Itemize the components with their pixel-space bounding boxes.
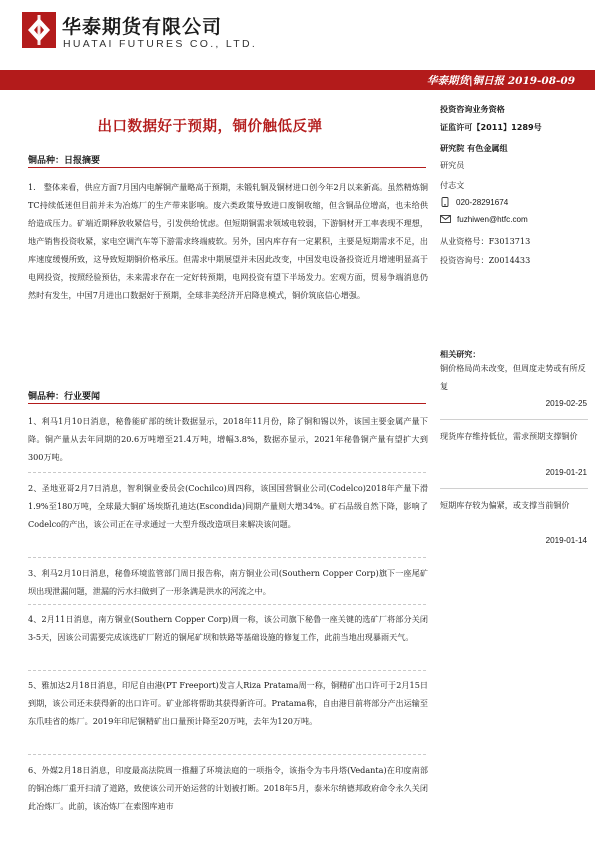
report-line: 华泰期货|铜日报 2019-08-09 [426, 75, 575, 87]
news-item: 1、利马1月10日消息，秘鲁能矿部的统计数据显示，2018年11月份，除了铜和锡以外，该国主要金属产量下降。铜产量从去年同期的20.6万吨增至21.4万吨，增幅3.8%，数据亦显示，2021年秘鲁铜产量有望扩大到300万吨。 [28, 416, 428, 462]
related-report-title[interactable]: 现货库存维持低位，需求预期支撑铜价 [440, 431, 578, 441]
company-name-en: HUATAI FUTURES CO., LTD. [63, 38, 258, 50]
news-divider [28, 604, 426, 605]
qualification-text: 投资咨询业务资格 [440, 104, 505, 114]
phone-icon [440, 197, 450, 209]
email-link[interactable]: fuzhiwen@htfc.com [457, 215, 528, 224]
news-divider [28, 670, 426, 671]
company-name-cn: 华泰期货有限公司 [62, 16, 223, 38]
related-report-title[interactable]: 铜价格局尚未改变，但周度走势或有所反复 [440, 363, 586, 391]
related-report-date: 2019-01-14 [545, 536, 587, 545]
news-item: 2、圣地亚哥2月7日消息，智利铜业委员会(Cochilco)周四称，该国国营铜业公司(Codelco)2018年产量下滑1.9%至180万吨，全球最大铜矿场埃斯孔迪达(Escondida)同期产量则大增34%。矿石品级自然下降，影响了Codelco的产出，该公司正在寻求通过一大型升级改造项目来解决该问题。 [28, 483, 428, 529]
consult-number: 投资咨询号：Z0014433 [440, 255, 531, 265]
phone-row [440, 197, 588, 209]
email-icon [440, 215, 451, 225]
summary-paragraph: 1. 整体来看，供应方面7月国内电解铜产量略高于预期，未锻轧铜及铜材进口创今年2月以来新高。虽然精炼铜TC持续低迷但目前并未为冶炼厂的生产带来影响。废六类政策导致进口废铜收缩，但含铜品位增高，也未给供给造成压力。矿端近期释放收紧信号，引发供给忧虑。但短期铜需求领域电较弱，下游铜材开工率表现不理想，地产销售投资收紧，家电空调汽车等下游需求终端疲软。另外，国内库存有一定累积，主要是短期需求不足，出库速度缓慢所致，这导致短期铜价格承压。但需求中期展望并未因此改变，中国发电设备投资近月增速明显高于电网投资，按照经验预估，未来需求存在一定好转预期，电网投资有望下半场发力。宏观方面，贸易争端消息仍然时有发生，中国7月进出口数据好于预期，全球非美经济开启降息模式，铜价筑底信心增强。 [28, 182, 428, 300]
related-report-title[interactable]: 短期库存较为偏紧，或支撑当前铜价 [440, 500, 570, 510]
news-divider [28, 472, 426, 473]
analyst-name: 付志文 [440, 180, 465, 190]
summary-section-rule [28, 167, 426, 168]
news-section-rule [28, 403, 426, 404]
phone-number: 020-28291674 [456, 198, 509, 207]
news-item: 6、外媒2月18日消息，印度最高法院周一推翻了环境法庭的一项指令，该指令为韦丹塔(Vedanta)在印度南部的铜冶炼厂重开扫清了道路，致使该公司开始运营的计划被打断。2018年5月，泰米尔纳德邦政府命令永久关闭此冶炼厂。此前，该冶炼厂在索图库迪市 [28, 765, 428, 811]
related-report-date: 2019-01-21 [545, 468, 587, 477]
practice-number: 从业资格号：F3013713 [440, 236, 531, 246]
license-text: 证监许可【2011】1289号 [440, 122, 542, 132]
page-title: 出口数据好于预期，铜价触低反弹 [97, 119, 323, 135]
news-item: 3、利马2月10日消息，秘鲁环境监管部门周日报告称，南方铜业公司(Southern Copper Corp)旗下一座尾矿坝出现泄漏问题，泄漏的污水扫做到了一形条满是洪水的河流之中。 [28, 568, 428, 596]
department-text: 研究院 有色金属组 [440, 143, 508, 153]
related-report-date: 2019-02-25 [545, 399, 587, 408]
news-divider [28, 557, 426, 558]
related-research-label: 相关研究： [440, 349, 481, 359]
huatai-logo-icon [22, 12, 56, 48]
summary-section-label: 铜品种：日报摘要 [28, 156, 101, 166]
related-divider [440, 488, 588, 489]
email-row [440, 214, 588, 225]
news-divider [28, 754, 426, 755]
news-item: 4、2月11日消息，南方铜业(Southern Copper Corp)周一称，该公司旗下秘鲁一座关键的选矿厂将部分关闭3-5天，因该公司需要完成该选矿厂附近的铜尾矿坝和铁路等基础设施的修复工作，此前当地出现暴雨天气。 [28, 614, 428, 642]
news-item: 5、雅加达2月18日消息，印尼自由港(PT Freeport)发言人Riza Pratama周一称，铜精矿出口许可于2月15日到期，该公司还未获得新的出口许可。矿业部将帮助其获得新许可。Pratama称，自由港目前将部分产出运输至东爪哇省的炼厂。2019年印尼铜精矿出口量预计降至20万吨，去年为120万吨。 [28, 680, 428, 726]
news-section-label: 铜品种：行业要闻 [28, 392, 101, 402]
role-text: 研究员 [440, 160, 465, 170]
related-divider [440, 419, 588, 420]
